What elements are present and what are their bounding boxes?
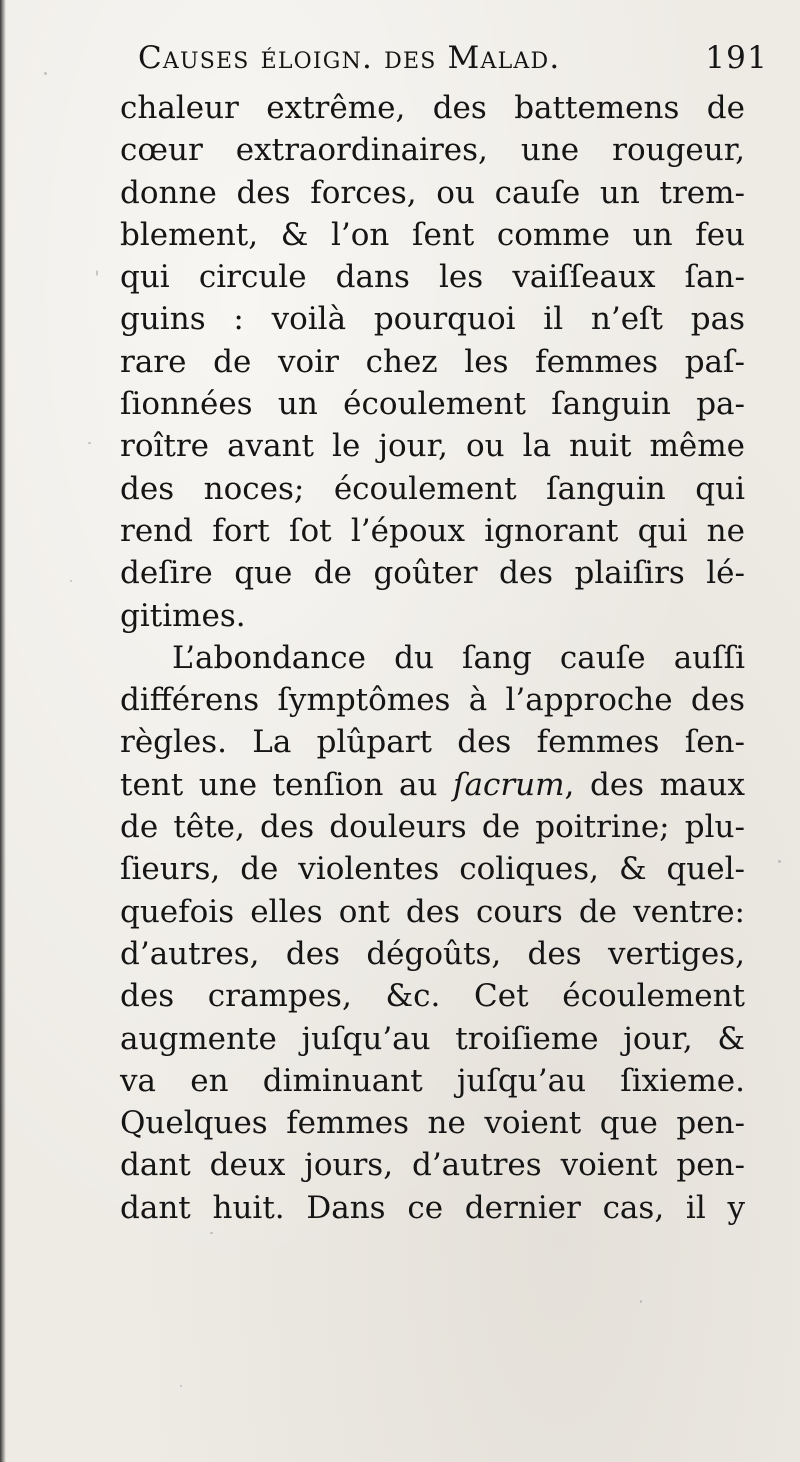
text-line: deſire que de goûter des plaiſirs lé- xyxy=(120,555,745,592)
text-line: quefois elles ont des cours de ventre: xyxy=(120,893,745,930)
italic-term: ſacrum xyxy=(453,766,565,803)
text-line: d’autres, des dégoûts, des vertiges, xyxy=(120,935,745,972)
text-line: cœur extraordinaires, une rougeur, xyxy=(120,132,745,169)
text-segment: , des maux xyxy=(564,766,745,803)
text-line: des crampes, &c. Cet écoulement xyxy=(120,978,745,1015)
text-line: des noces; écoulement ſanguin qui xyxy=(120,470,745,507)
text-line: guins : voilà pourquoi il n’eſt pas xyxy=(120,301,745,338)
text-line: rare de voir chez les femmes paſ- xyxy=(120,343,745,380)
running-head-title: Causes éloign. des Malad. xyxy=(138,40,561,76)
text-line: règles. La plûpart des femmes ſen- xyxy=(120,724,745,761)
text-line: chaleur extrême, des battemens de xyxy=(120,90,745,126)
text-line: ſieurs, de violentes coliques, & quel- xyxy=(120,851,745,888)
text-line: roître avant le jour, ou la nuit même xyxy=(120,428,745,465)
paper-speck xyxy=(180,1385,182,1387)
text-line: ſionnées un écoulement ſanguin pa- xyxy=(120,386,745,423)
text-line: rend fort ſot l’époux ignorant qui ne xyxy=(120,512,745,549)
text-line: L’abondance du ſang cauſe auſſi xyxy=(172,639,745,676)
text-line: dant huit. Dans ce dernier cas, il y xyxy=(120,1189,745,1226)
paper-speck xyxy=(44,72,47,75)
paragraph-1 xyxy=(120,87,745,637)
text-line: Quelques femmes ne voient que pen- xyxy=(120,1105,745,1142)
text-line: blement, & l’on ſent comme un feu xyxy=(120,216,745,253)
paper-speck xyxy=(88,442,91,444)
paragraph-2 xyxy=(120,637,745,1229)
text-line: va en diminuant juſqu’au ſixieme. xyxy=(120,1062,745,1099)
running-head xyxy=(138,40,768,90)
page-edge-shadow xyxy=(0,0,6,1462)
paper-speck xyxy=(70,580,72,582)
paper-speck xyxy=(96,270,98,276)
page-number: 191 xyxy=(705,40,768,76)
body-text xyxy=(120,87,745,1229)
text-line: donne des forces, ou cauſe un trem- xyxy=(120,174,745,211)
paper-speck xyxy=(640,1300,642,1303)
text-line: augmente juſqu’au troiſieme jour, & xyxy=(120,1020,745,1057)
text-line: gitimes. xyxy=(120,597,246,634)
paper-speck xyxy=(210,1232,213,1234)
text-line: dant deux jours, d’autres voient pen- xyxy=(120,1147,745,1184)
paper-speck xyxy=(778,860,781,863)
text-segment: tent une tenſion au xyxy=(120,766,438,803)
text-line: de tête, des douleurs de poitrine; plu- xyxy=(120,809,745,846)
text-line: qui circule dans les vaiſſeaux ſan- xyxy=(120,259,745,296)
text-line-with-italic xyxy=(120,764,745,806)
text-line: différens ſymptômes à l’approche des xyxy=(120,682,745,719)
